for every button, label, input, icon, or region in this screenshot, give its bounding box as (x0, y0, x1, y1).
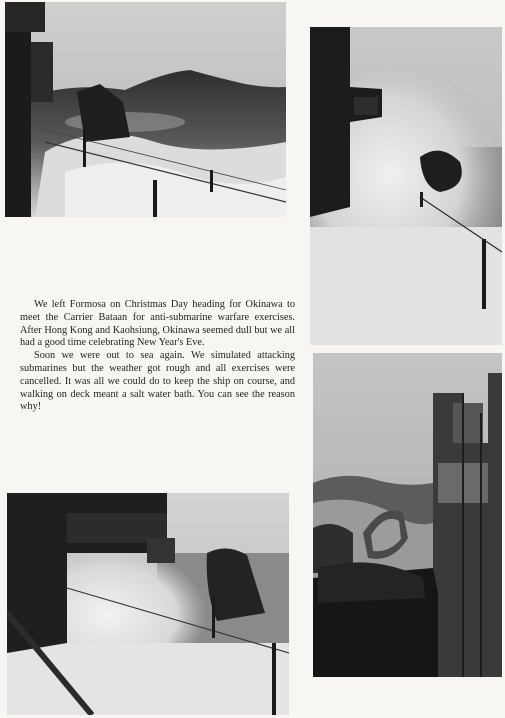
wave-breaking-over-bow-photo (310, 27, 502, 345)
story-paragraph: We left Formosa on Christmas Day heading for Okinawa to meet the Carrier Bataan for anti-submarine warfare exercises. After Hong Kong and Kaohsiung, Okinawa seemed dull but we all had a good time celebrating New Year's Eve. (20, 299, 295, 349)
ship-superstructure-heavy-sea-photo (313, 353, 502, 677)
rough-sea-from-deck-photo (5, 2, 286, 217)
story-text (20, 299, 295, 414)
spray-over-deck-photo (7, 493, 289, 715)
story-paragraph: Soon we were out to sea again. We simulated attacking submarines but the weather got rough and all exercises were cancelled. It was all we could do to keep the ship on course, and walking on deck meant a salt water bath. You can see the reason why! (20, 350, 295, 413)
